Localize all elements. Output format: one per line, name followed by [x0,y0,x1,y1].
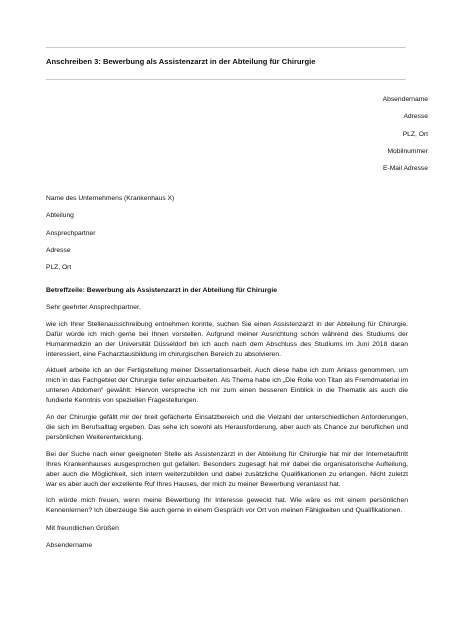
paragraph-dissertation: Aktuell arbeite ich an der Fertigstellung meiner Dissertationsarbeit. Auch diese habe ich zum Anlass genommen, um mich in das Fachgebiet der Chirurgie tiefer einzuarbeiten. Als Thema habe ich „Die Rolle von Titan als Fremdmaterial im unteren Abdomen“ gewählt: Hiervon verspreche ich mir zum einen besseren Einblick in die Thematik als auch die fundierte Kenntnis von speziellen Fragestellungen. [46,367,408,405]
signature: Absendername [46,542,93,550]
sender-city: PLZ, Ort [402,130,428,138]
subject-line: Betreffzeile: Bewerbung als Assistenzarzt in der Abteilung für Chirurgie [46,287,278,294]
closing-phrase: Mit freundlichen Grüßen [46,525,119,533]
salutation: Sehr geehrter Ansprechpartner, [46,303,141,311]
sender-block [383,91,428,177]
recipient-city: PLZ, Ort [46,264,72,272]
paragraph-employer: Bei der Suche nach einer geeigneten Stelle als Assistenzarzt in der Abteilung für Chirurgie hat mir der Internetauftritt Ihres Krankenhauses ausgesprochen gut gefallen. Besonders zugesagt hat mir dabei die organisatorische Aufteilung, aber auch die Möglichkeit, sich intern weiterzubilden und dabei zusätzliche Qualifikationen zu erlangen. Nicht zuletzt war es aber auch der exzellente Ruf Ihres Hauses, der mich zu meiner Bewerbung veranlasst hat. [46,450,408,488]
title-divider [46,79,406,80]
letter-body [46,286,408,551]
recipient-block [46,190,174,276]
recipient-address: Adresse [46,246,71,254]
paragraph-closing: Ich würde mich freuen, wenn meine Bewerbung Ihr Interesse geweckt hat. Wie wäre es mit einem persönlichen Kennenlernen? Ich überzeuge Sie auch gerne in einem Gespräch vor Ort von meinen Fähigkeiten und Qualifikationen. [46,497,408,515]
sender-name: Absendername [382,96,428,103]
paragraph-intro: wie ich Ihrer Stellenausschreibung entnehmen konnte, suchen Sie einen Assistenzarzt in der Abteilung für Chirurgie. Dafür würde ich mich gerne bei Ihnen vorstellen. Aufgrund meiner Ausrichtung schon während des Studiums der Humanmedizin an der Universität Düsseldorf bin ich auch nach dem Abschluss des Studiums im Juni 2018 daran interessiert, eine Facharztausbildung im chirurgischen Bereich zu absolvieren. [46,320,408,358]
sender-email: E-Mail Adresse [383,165,428,173]
sender-mobile: Mobilnummer [387,147,428,155]
paragraph-motivation: An der Chirurgie gefällt mir der breit gefächerte Einsatzbereich und die Vielzahl der unterschiedlichen Anforderungen, die sich im Berufsalltag ergeben. Das sehe ich sowohl als Herausforderung, aber auch als Chance zur beruflichen und persönlichen Weiterentwicklung. [46,414,408,441]
sender-address: Adresse [403,113,428,121]
top-divider [46,47,406,48]
recipient-company: Name des Unternehmens (Krankenhaus X) [46,195,175,202]
document-title: Anschreiben 3: Bewerbung als Assistenzarzt in der Abteilung für Chirurgie [46,57,316,66]
recipient-contact: Ansprechpartner [46,229,96,237]
recipient-department: Abteilung [46,212,74,220]
